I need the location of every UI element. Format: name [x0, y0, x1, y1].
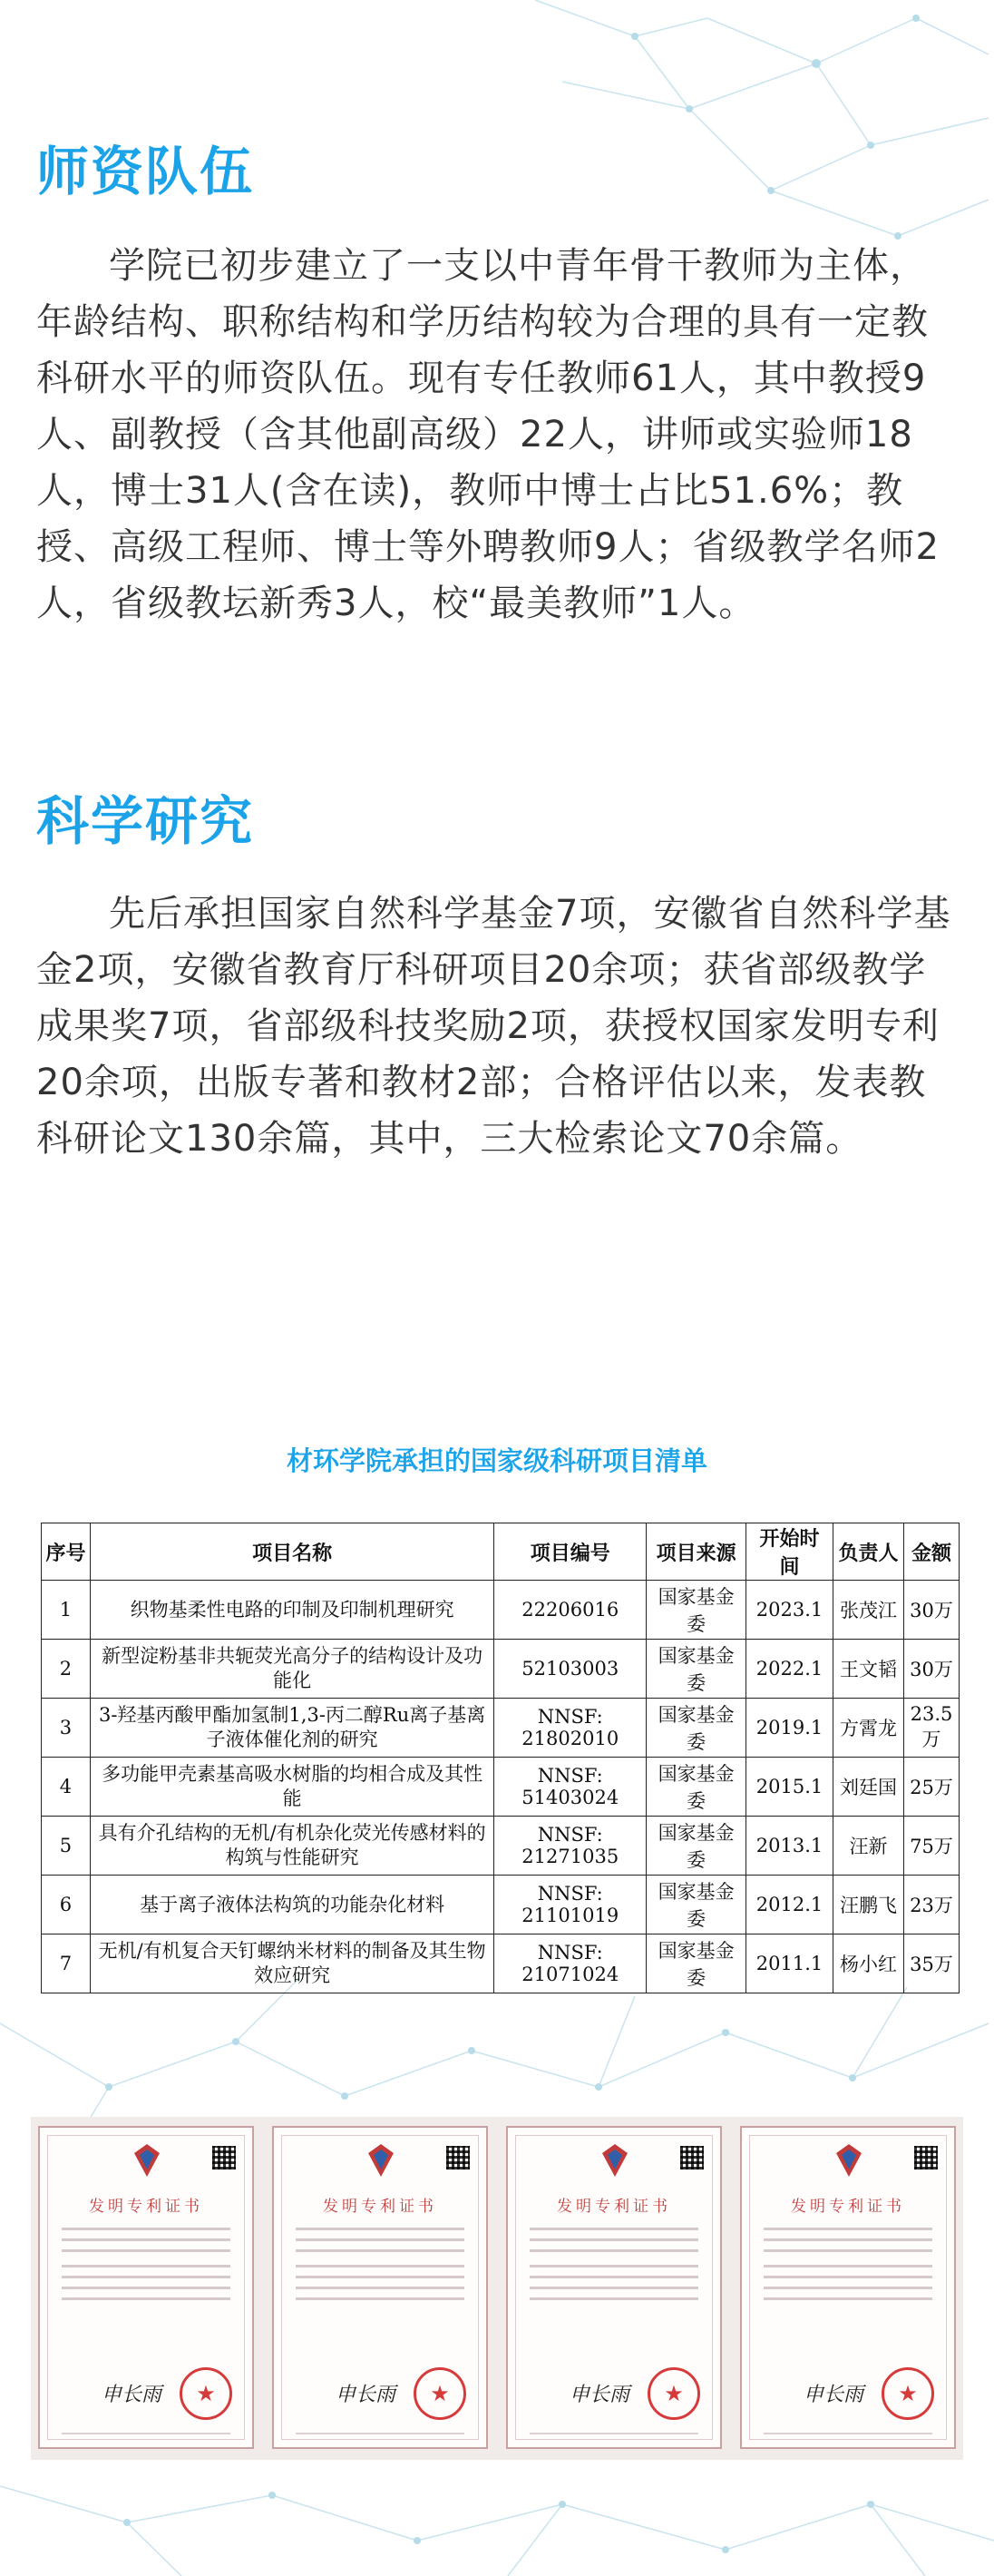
- cell-leader: 杨小红: [833, 1934, 904, 1993]
- cell-amount: 25万: [903, 1758, 959, 1817]
- header-cell: 负责人: [833, 1523, 904, 1581]
- certificate-signature: 申长雨: [570, 2384, 630, 2406]
- certificate-signature: 申长雨: [804, 2384, 864, 2406]
- cell-project-number: NNSF: 51403024: [494, 1758, 647, 1817]
- project-table-title: 材环学院承担的国家级科研项目清单: [286, 1445, 707, 1476]
- official-seal-icon: [648, 2367, 700, 2420]
- cell-project-name: 无机/有机复合天钉螺纳米材料的制备及其生物效应研究: [90, 1934, 493, 1993]
- table-row: [42, 1699, 960, 1758]
- patent-certificate: [740, 2126, 956, 2449]
- cell-amount: 30万: [903, 1581, 959, 1640]
- certificate-text-lines: [764, 2228, 932, 2308]
- cell-leader: 刘廷国: [833, 1758, 904, 1817]
- official-seal-icon: [180, 2367, 232, 2420]
- table-row: [42, 1581, 960, 1640]
- cell-start-time: 2015.1: [746, 1758, 833, 1817]
- cell-leader: 张茂江: [833, 1581, 904, 1640]
- cell-start-time: 2013.1: [746, 1817, 833, 1876]
- cell-project-number: NNSF: 21802010: [494, 1699, 647, 1758]
- certificate-text-lines: [62, 2228, 230, 2308]
- patent-office-emblem-icon: [131, 2142, 163, 2179]
- cell-amount: 23.5万: [903, 1699, 959, 1758]
- qr-code-icon: [680, 2146, 704, 2170]
- cell-source: 国家基金委: [647, 1817, 746, 1876]
- cell-source: 国家基金委: [647, 1699, 746, 1758]
- cell-project-name: 多功能甲壳素基高吸水树脂的均相合成及其性能: [90, 1758, 493, 1817]
- header-cell: 金额: [903, 1523, 959, 1581]
- table-row: [42, 1758, 960, 1817]
- patent-certificate: [38, 2126, 254, 2449]
- official-seal-icon: [882, 2367, 934, 2420]
- cell-source: 国家基金委: [647, 1640, 746, 1699]
- cell-leader: 汪新: [833, 1817, 904, 1876]
- patent-certificate: [506, 2126, 722, 2449]
- cell-index: 1: [42, 1581, 91, 1640]
- cell-project-number: NNSF: 21271035: [494, 1817, 647, 1876]
- cell-leader: 方霄龙: [833, 1699, 904, 1758]
- cell-index: 3: [42, 1699, 91, 1758]
- cell-project-number: NNSF: 21071024: [494, 1934, 647, 1993]
- cell-start-time: 2022.1: [746, 1640, 833, 1699]
- faculty-paragraph: 学院已初步建立了一支以中青年骨干教师为主体，年龄结构、职称结构和学历结构较为合理的具有一定教科研水平的师资队伍。现有专任教师61人，其中教授9人、副教授（含其他副高级）22人，讲师或实验师18人，博士31人(含在读)，教师中博士占比51.6%；教授、高级工程师、博士等外聘教师9人；省级教学名师2人，省级教坛新秀3人，校“最美教师”1人。: [36, 245, 940, 624]
- research-paragraph: 先后承担国家自然科学基金7项，安徽省自然科学基金2项，安徽省教育厅科研项目20余项；获省部级教学成果奖7项，省部级科技奖励2项，获授权国家发明专利20余项，出版专著和教材2部；合格评估以来，发表教科研论文130余篇，其中，三大检索论文70余篇。: [36, 893, 951, 1160]
- cell-index: 6: [42, 1876, 91, 1934]
- certificate-title: 发明专利证书: [323, 2198, 437, 2216]
- cell-index: 2: [42, 1640, 91, 1699]
- qr-code-icon: [446, 2146, 470, 2170]
- qr-code-icon: [212, 2146, 236, 2170]
- certificate-text-lines: [296, 2228, 464, 2308]
- patent-certificates-strip: [31, 2117, 963, 2460]
- cell-index: 7: [42, 1934, 91, 1993]
- header-cell: 项目编号: [494, 1523, 647, 1581]
- patent-certificate: [272, 2126, 488, 2449]
- cell-project-name: 新型淀粉基非共轭荧光高分子的结构设计及功能化: [90, 1640, 493, 1699]
- cell-start-time: 2023.1: [746, 1581, 833, 1640]
- cell-start-time: 2019.1: [746, 1699, 833, 1758]
- certificate-signature: 申长雨: [102, 2384, 162, 2406]
- certificate-title: 发明专利证书: [791, 2198, 905, 2216]
- cell-project-name: 具有介孔结构的无机/有机杂化荧光传感材料的构筑与性能研究: [90, 1817, 493, 1876]
- cell-source: 国家基金委: [647, 1581, 746, 1640]
- header-cell: 序号: [42, 1523, 91, 1581]
- cell-project-name: 织物基柔性电路的印制及印制机理研究: [90, 1581, 493, 1640]
- cell-project-number: NNSF: 21101019: [494, 1876, 647, 1934]
- cell-start-time: 2012.1: [746, 1876, 833, 1934]
- cell-leader: 汪鹏飞: [833, 1876, 904, 1934]
- cell-source: 国家基金委: [647, 1876, 746, 1934]
- cell-amount: 75万: [903, 1817, 959, 1876]
- table-row: [42, 1640, 960, 1699]
- cell-source: 国家基金委: [647, 1758, 746, 1817]
- certificate-title: 发明专利证书: [557, 2198, 671, 2216]
- cell-project-name: 基于离子液体法构筑的功能杂化材料: [90, 1876, 493, 1934]
- cell-amount: 23万: [903, 1876, 959, 1934]
- table-row: [42, 1934, 960, 1993]
- project-table: [41, 1523, 960, 1993]
- certificate-title: 发明专利证书: [89, 2198, 203, 2216]
- patent-office-emblem-icon: [365, 2142, 397, 2179]
- cell-index: 4: [42, 1758, 91, 1817]
- cell-project-number: 52103003: [494, 1640, 647, 1699]
- cell-project-number: 22206016: [494, 1581, 647, 1640]
- cell-leader: 王文韬: [833, 1640, 904, 1699]
- certificate-signature: 申长雨: [336, 2384, 396, 2406]
- cell-start-time: 2011.1: [746, 1934, 833, 1993]
- qr-code-icon: [914, 2146, 938, 2170]
- patent-office-emblem-icon: [833, 2142, 865, 2179]
- table-row: [42, 1817, 960, 1876]
- header-cell: 项目来源: [647, 1523, 746, 1581]
- cell-amount: 30万: [903, 1640, 959, 1699]
- cell-source: 国家基金委: [647, 1934, 746, 1993]
- table-row: [42, 1876, 960, 1934]
- faculty-title: 师资队伍: [36, 141, 255, 202]
- header-cell: 开始时间: [746, 1523, 833, 1581]
- patent-office-emblem-icon: [599, 2142, 631, 2179]
- cell-index: 5: [42, 1817, 91, 1876]
- table-header-row: [42, 1523, 960, 1581]
- official-seal-icon: [414, 2367, 466, 2420]
- cell-amount: 35万: [903, 1934, 959, 1993]
- header-cell: 项目名称: [90, 1523, 493, 1581]
- cell-project-name: 3-羟基丙酸甲酯加氢制1,3-丙二醇Ru离子基离子液体催化剂的研究: [90, 1699, 493, 1758]
- certificate-text-lines: [530, 2228, 698, 2308]
- research-title: 科学研究: [36, 790, 255, 852]
